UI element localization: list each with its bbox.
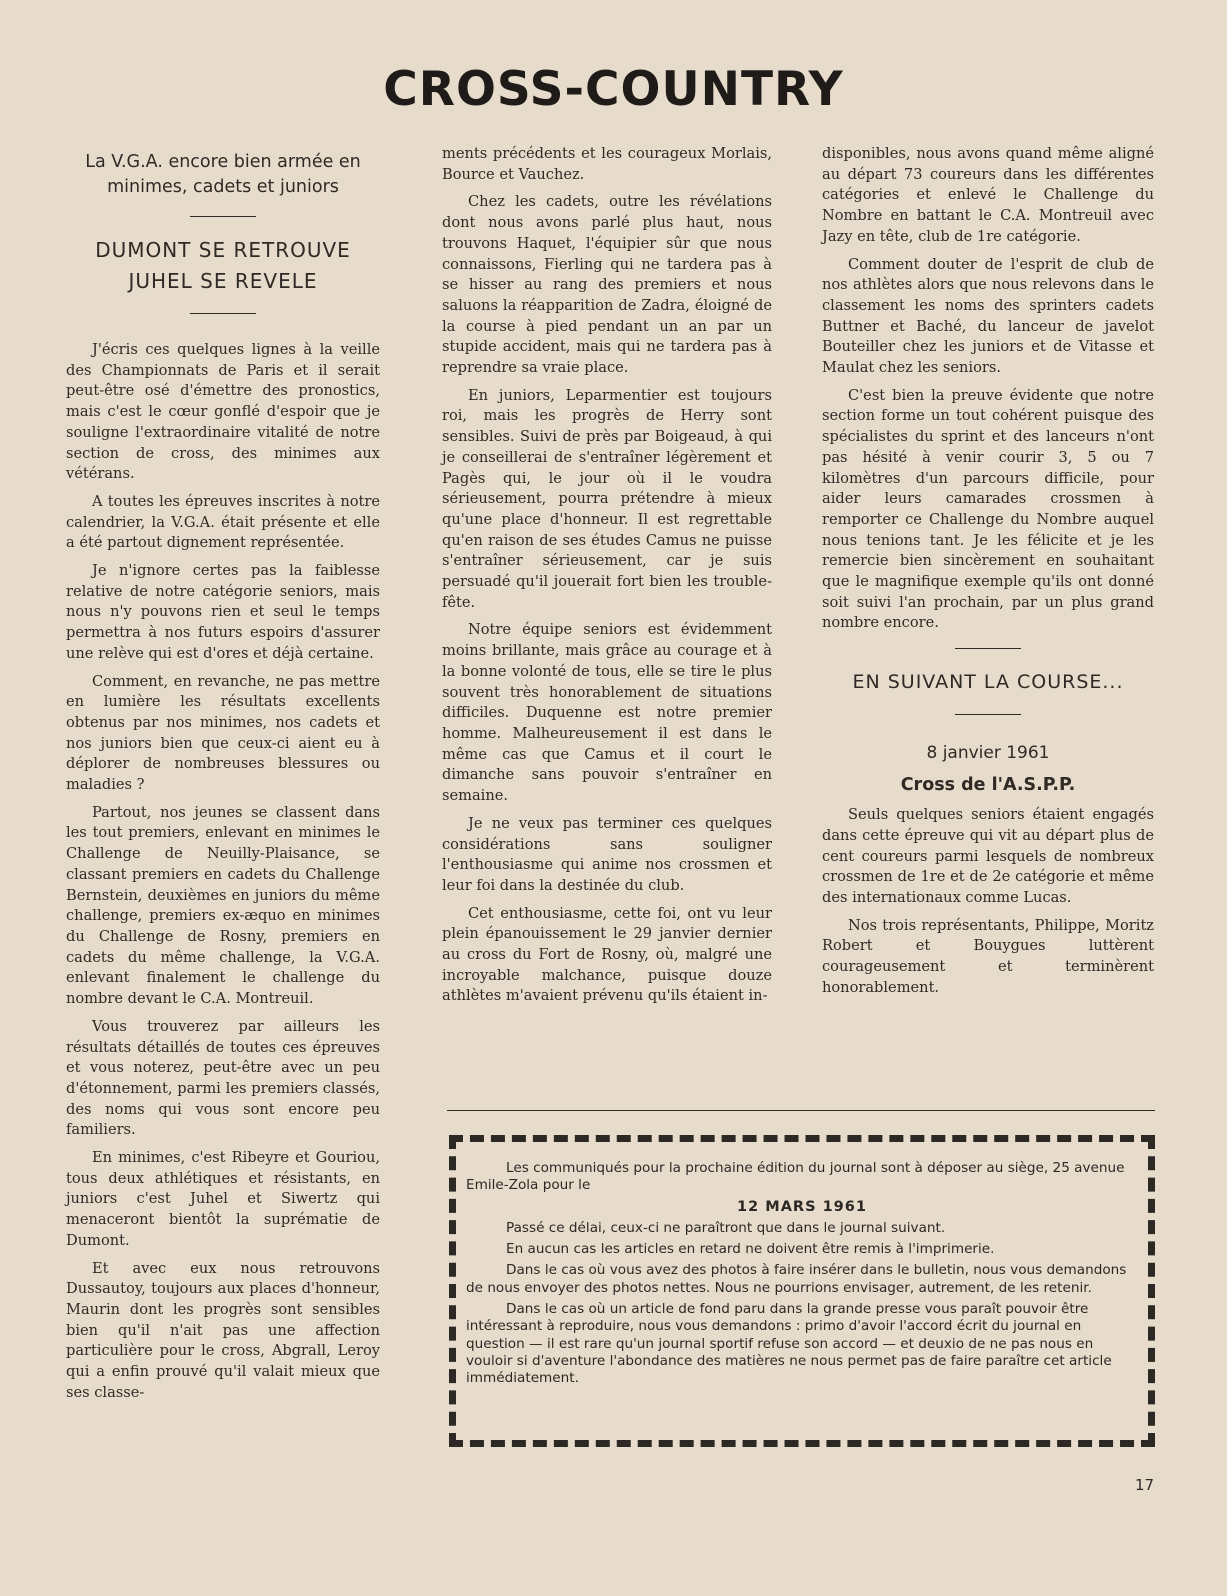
divider [955, 648, 1021, 649]
paragraph: Et avec eux nous retrouvons Dussautoy, toujours aux places d'honneur, Maurin dont les progrès sont sensibles bien qu'il n'ait pas une affection particulière pour le cross, Abgrall, Leroy qui a enfin prouvé qu'il valait mieux que ses classe- [66, 1259, 380, 1401]
column-right [822, 144, 1154, 1006]
divider [190, 216, 256, 217]
paragraph: En minimes, c'est Ribeyre et Gouriou, tous deux athlétiques et résistants, en juniors c'est Juhel et Siwertz qui menaceront bientôt la suprématie de Dumont. [66, 1149, 380, 1249]
paragraph: En juniors, Leparmentier est toujours roi, mais les progrès de Herry sont sensibles. Suivi de près par Boigeaud, à qui je conseillerai de s'entraîner légèrement et Pagès qui, le jour où il le voudra sérieusement, pourra prétendre à mieux qu'une place d'honneur. Il est regrettable qu'en raison de ses études Camus ne puisse s'entraîner sérieusement, car je suis persuadé qu'il jouerait fort bien les trouble-fête. [442, 386, 772, 611]
page-title: CROSS-COUNTRY [383, 62, 844, 117]
paragraph-continuation: ments précédents et les courageux Morlais, Bource et Vauchez. [442, 145, 772, 183]
paragraph: Chez les cadets, outre les révélations dont nous avons parlé plus haut, nous trouvons Haquet, l'équipier sûr que nous connaissons, Fierling qui ne tardera pas à se hisser au rang des premiers et nous saluons la réapparition de Zadra, éloigné de la course à pied pendant un an par un stupide accident, mais qui ne tardera pas à reprendre sa vraie place. [442, 193, 772, 377]
notice-deadline-date: 12 MARS 1961 [737, 1198, 867, 1215]
notice-line: Dans le cas où un article de fond paru dans la grande presse vous paraît pouvoir être intéressant à reproduire, nous vous demandons : primo d'avoir l'accord écrit du journal en question — il est rare qu'un journal sportif refuse son accord — et deuxio de ne pas nous en vouloir si d'aventure l'abondance des matières ne nous permet pas de faire paraître cet article immédiatement. [466, 1301, 1112, 1387]
column-left [66, 150, 380, 1410]
paragraph: J'écris ces quelques lignes à la veille des Championnats de Paris et il serait peut-être osé d'émettre des pronostics, mais c'est le cœur gonflé d'espoir que je souligne l'extraordinaire vitalité de notre section de cross, des minimes aux vétérans. [66, 341, 380, 483]
paragraph: Notre équipe seniors est évidemment moins brillante, mais grâce au courage et à la bonne volonté de tous, elle se tire le plus souvent très honorablement de situations difficiles. Duquenne est notre premier homme. Malheureusement il est dans le même cas que Camus et il court le dimanche sans pouvoir s'entraîner en semaine. [442, 621, 772, 805]
divider [190, 313, 256, 314]
divider [955, 714, 1021, 715]
event-date: 8 janvier 1961 [926, 743, 1050, 764]
column-middle [442, 144, 772, 1014]
paragraph: Je n'ignore certes pas la faiblesse relative de notre catégorie seniors, mais nous n'y pouvons rien et seul le temps permettra à nos futurs espoirs d'assurer une relève qui est d'ores et déjà certaine. [66, 562, 380, 662]
notice-box [449, 1135, 1155, 1447]
paragraph: A toutes les épreuves inscrites à notre calendrier, la V.G.A. était présente et elle a été partout dignement représentée. [66, 492, 380, 552]
paragraph: Cet enthousiasme, cette foi, ont vu leur plein épanouissement le 29 janvier dernier au cross du Fort de Rosny, où, malgré une incroyable malchance, puisque douze athlètes m'avaient prévenu qu'ils étaient in- [442, 904, 772, 1005]
page-number: 17 [1135, 1476, 1155, 1494]
paragraph: Nos trois représentants, Philippe, Moritz Robert et Bouygues luttèrent courageusement et terminèrent honorablement. [822, 916, 1154, 996]
article-headline: DUMONT SE RETROUVE JUHEL SE REVELE [95, 238, 351, 293]
section-separator [447, 1110, 1155, 1111]
paragraph: Vous trouverez par ailleurs les résultats détaillés de toutes ces épreuves et vous noterez, peut-être avec un peu d'étonnement, parmi les premiers classés, des noms qui vous sont encore peu familiers. [66, 1017, 380, 1139]
paragraph: Je ne veux pas terminer ces quelques considérations sans souligner l'enthousiasme qui anime nos crossmen et leur foi dans la destinée du club. [442, 814, 772, 894]
paragraph: Partout, nos jeunes se classent dans les tout premiers, enlevant en minimes le Challenge de Neuilly-Plaisance, se classant premiers en cadets du Challenge Bernstein, deuxièmes en juniors du même challenge, premiers ex-æquo en minimes du Challenge de Rosny, premiers en cadets du même challenge, la V.G.A. enlevant finalement le challenge du nombre devant le C.A. Montreuil. [66, 803, 380, 1008]
paragraph: C'est bien la preuve évidente que notre section forme un tout cohérent puisque des spécialistes du sprint et des lanceurs n'ont pas hésité à venir courir 3, 5 ou 7 kilomètres d'un parcours difficile, pour aider leurs camarades crossmen à remporter ce Challenge du Nombre auquel nous tenions tant. Je les félicite et je les remercie bien sincèrement en souhaitant que le magnifique exemple qu'ils ont donné soit suivi l'an prochain, par un plus grand nombre encore. [822, 386, 1154, 632]
paragraph: Comment douter de l'esprit de club de nos athlètes alors que nous relevons dans le classement les noms des sprinters cadets Buttner et Baché, du lanceur de javelot Bouteiller chez les juniors et de Vitasse et Maulat chez les seniors. [822, 255, 1154, 377]
notice-line: Dans le cas où vous avez des photos à faire insérer dans le bulletin, nous vous demandons de nous envoyer des photos nettes. Nous ne pourrions envisager, autrement, de les retenir. [466, 1262, 1127, 1296]
notice-line: Les communiqués pour la prochaine édition du journal sont à déposer au siège, 25 avenue Emile-Zola pour le [466, 1160, 1125, 1194]
event-title: Cross de l'A.S.P.P. [900, 775, 1076, 796]
section-headline: EN SUIVANT LA COURSE... [852, 671, 1124, 694]
paragraph: Comment, en revanche, ne pas mettre en lumière les résultats excellents obtenus par nos minimes, nos cadets et nos juniors bien que ceux-ci aient eu à déplorer de nombreuses blessures ou maladies ? [66, 672, 380, 794]
notice-line: En aucun cas les articles en retard ne doivent être remis à l'imprimerie. [506, 1241, 995, 1258]
article-kicker: La V.G.A. encore bien armée en minimes, cadets et juniors [85, 152, 361, 197]
paragraph: Seuls quelques seniors étaient engagés dans cette épreuve qui vit au départ plus de cent coureurs parmi lesquels de nombreux crossmen de 1re et de 2e catégorie et même des internationaux comme Lucas. [822, 806, 1154, 906]
notice-line: Passé ce délai, ceux-ci ne paraîtront que dans le journal suivant. [506, 1219, 946, 1236]
paragraph-continuation: disponibles, nous avons quand même aligné au départ 73 coureurs dans les différentes catégories et enlevé le Challenge du Nombre en battant le C.A. Montreuil avec Jazy en tête, club de 1re catégorie. [822, 145, 1154, 245]
